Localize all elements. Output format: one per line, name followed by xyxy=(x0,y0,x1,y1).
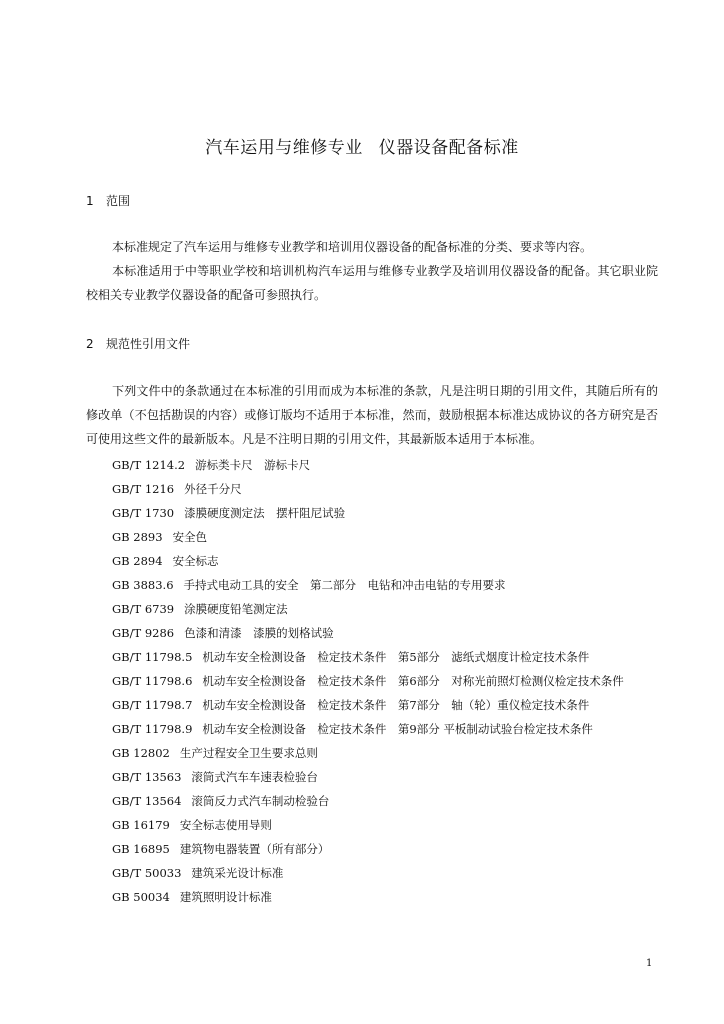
reference-code: GB 16179 xyxy=(112,818,170,832)
reference-name: 建筑照明设计标准 xyxy=(179,890,272,904)
section-1-heading xyxy=(86,192,130,209)
section-1-paragraph-1 xyxy=(86,235,658,259)
title-part-1: 汽车运用与维修专业 xyxy=(205,138,363,158)
reference-name: 手持式电动工具的安全 第二部分 电钻和冲击电钻的专用要求 xyxy=(183,578,506,592)
reference-code: GB 50034 xyxy=(112,890,170,904)
reference-name: 滚筒反力式汽车制动检验台 xyxy=(191,794,330,808)
reference-item xyxy=(86,525,666,549)
reference-item xyxy=(86,621,666,645)
reference-name: 安全色 xyxy=(172,530,208,544)
reference-name: 建筑物电器装置（所有部分） xyxy=(179,842,330,856)
reference-name: 生产过程安全卫生要求总则 xyxy=(179,746,318,760)
reference-item xyxy=(86,501,666,525)
section-2-heading xyxy=(86,335,190,352)
reference-item xyxy=(86,597,666,621)
reference-code: GB/T 11798.6 xyxy=(112,674,193,688)
reference-item xyxy=(86,741,666,765)
paragraph-text: 下列文件中的条款通过在本标准的引用而成为本标准的条款，凡是注明日期的引用文件，其随后所有的修改单（不包括勘误的内容）或修订版均不适用于本标准，然而，鼓励根据本标准达成协议的各方研究是否可使用这些文件的最新版本。凡是不注明日期的引用文件，其最新版本适用于本标准。 xyxy=(86,384,658,446)
section-number: 1 xyxy=(86,194,94,208)
reference-item xyxy=(86,573,666,597)
reference-code: GB/T 11798.5 xyxy=(112,650,193,664)
reference-item xyxy=(86,669,666,693)
section-number: 2 xyxy=(86,337,94,351)
reference-list xyxy=(86,453,666,909)
document-title xyxy=(0,133,724,158)
reference-item xyxy=(86,645,666,669)
reference-item xyxy=(86,453,666,477)
reference-code: GB 2893 xyxy=(112,530,163,544)
paragraph-text: 本标准适用于中等职业学校和培训机构汽车运用与维修专业教学及培训用仪器设备的配备。其它职业院校相关专业教学仪器设备的配备可参照执行。 xyxy=(86,264,658,302)
reference-name: 色漆和清漆 漆膜的划格试验 xyxy=(184,626,334,640)
reference-name: 机动车安全检测设备 检定技术条件 第6部分 对称光前照灯检测仪检定技术条件 xyxy=(202,674,624,688)
reference-code: GB/T 1216 xyxy=(112,482,175,496)
reference-code: GB 2894 xyxy=(112,554,163,568)
reference-name: 建筑采光设计标准 xyxy=(191,866,284,880)
reference-code: GB/T 6739 xyxy=(112,602,175,616)
reference-code: GB/T 1730 xyxy=(112,506,175,520)
page-number: 1 xyxy=(646,958,653,969)
reference-name: 外径千分尺 xyxy=(184,482,242,496)
reference-name: 机动车安全检测设备 检定技术条件 第5部分 滤纸式烟度计检定技术条件 xyxy=(202,650,590,664)
reference-code: GB 3883.6 xyxy=(112,578,174,592)
reference-name: 游标类卡尺 游标卡尺 xyxy=(195,458,311,472)
reference-item xyxy=(86,765,666,789)
reference-code: GB/T 13563 xyxy=(112,770,182,784)
reference-item xyxy=(86,861,666,885)
reference-item xyxy=(86,885,666,909)
reference-item xyxy=(86,717,666,741)
reference-code: GB/T 50033 xyxy=(112,866,182,880)
reference-name: 机动车安全检测设备 检定技术条件 第7部分 轴（轮）重仪检定技术条件 xyxy=(202,698,590,712)
section-title: 范围 xyxy=(106,194,131,208)
reference-name: 安全标志 xyxy=(172,554,219,568)
reference-name: 机动车安全检测设备 检定技术条件 第9部分 平板制动试验台检定技术条件 xyxy=(202,722,593,736)
reference-item xyxy=(86,693,666,717)
section-title: 规范性引用文件 xyxy=(106,337,191,351)
reference-item xyxy=(86,549,666,573)
reference-name: 涂膜硬度铅笔测定法 xyxy=(184,602,288,616)
section-2-paragraph-1 xyxy=(86,379,658,451)
reference-item xyxy=(86,789,666,813)
reference-code: GB/T 9286 xyxy=(112,626,175,640)
title-part-2: 仪器设备配备标准 xyxy=(378,138,519,158)
reference-code: GB/T 11798.9 xyxy=(112,722,193,736)
section-1-paragraph-2 xyxy=(86,259,658,307)
reference-code: GB/T 13564 xyxy=(112,794,182,808)
reference-code: GB 12802 xyxy=(112,746,170,760)
reference-item xyxy=(86,837,666,861)
reference-item xyxy=(86,477,666,501)
reference-name: 漆膜硬度测定法 摆杆阻尼试验 xyxy=(184,506,346,520)
reference-name: 安全标志使用导则 xyxy=(179,818,272,832)
paragraph-text: 本标准规定了汽车运用与维修专业教学和培训用仪器设备的配备标准的分类、要求等内容。 xyxy=(112,240,593,254)
reference-name: 滚筒式汽车车速表检验台 xyxy=(191,770,318,784)
reference-code: GB/T 1214.2 xyxy=(112,458,186,472)
reference-code: GB/T 11798.7 xyxy=(112,698,193,712)
reference-item xyxy=(86,813,666,837)
reference-code: GB 16895 xyxy=(112,842,170,856)
